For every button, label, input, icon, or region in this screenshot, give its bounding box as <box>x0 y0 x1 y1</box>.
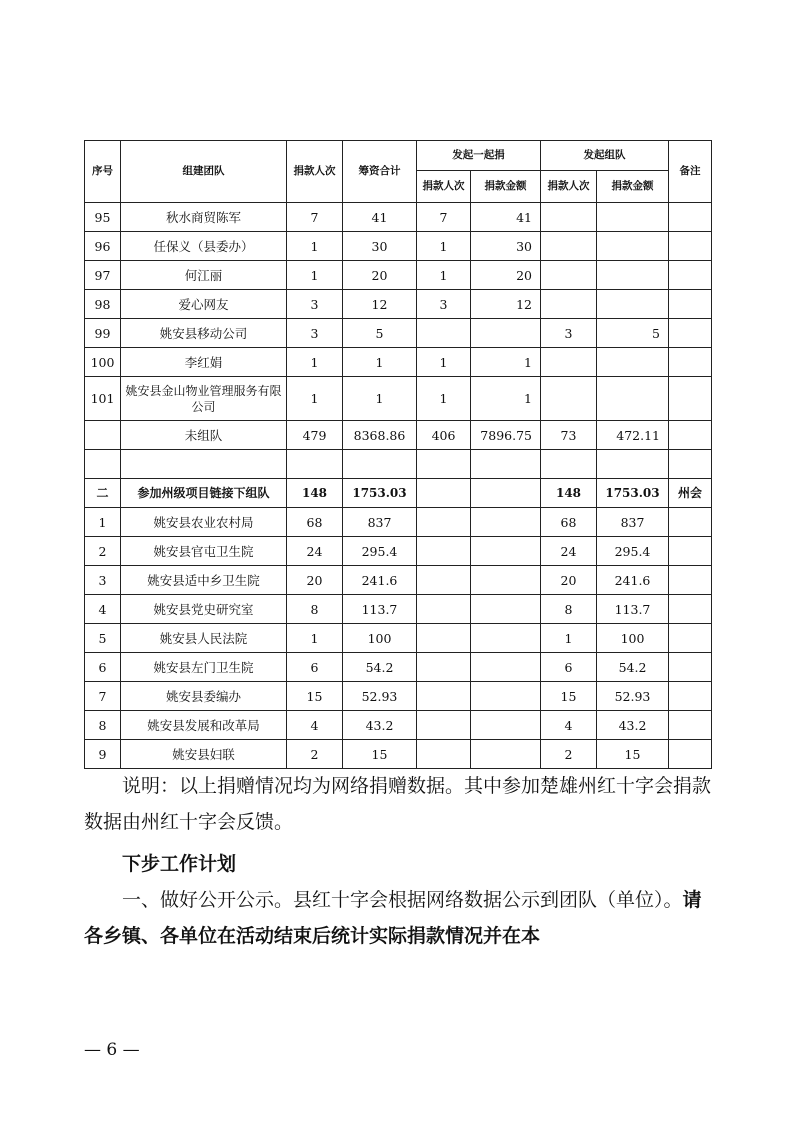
cell-donors: 20 <box>287 566 343 595</box>
table-row <box>85 479 712 508</box>
cell-note <box>669 595 712 624</box>
cell-joint-amount <box>471 319 541 348</box>
cell-note <box>669 682 712 711</box>
cell-note <box>669 319 712 348</box>
cell-team-amount <box>597 232 669 261</box>
cell-total: 20 <box>343 261 417 290</box>
cell-total: 113.7 <box>343 595 417 624</box>
cell-team-amount: 52.93 <box>597 682 669 711</box>
cell-total: 1 <box>343 348 417 377</box>
plan-paragraph <box>84 882 711 954</box>
cell-seq: 97 <box>85 261 121 290</box>
cell-team: 姚安县官屯卫生院 <box>121 537 287 566</box>
cell-joint-donors: 3 <box>417 290 471 319</box>
header-joint-donors: 捐款人次 <box>417 171 471 203</box>
cell-team: 姚安县人民法院 <box>121 624 287 653</box>
cell-note <box>669 377 712 421</box>
cell-team: 参加州级项目链接下组队 <box>121 479 287 508</box>
cell-team-amount: 1753.03 <box>597 479 669 508</box>
cell-team <box>121 450 287 479</box>
cell-team-donors <box>541 261 597 290</box>
header-joint-amount: 捐款金额 <box>471 171 541 203</box>
header-total: 筹资合计 <box>343 141 417 203</box>
cell-note <box>669 624 712 653</box>
cell-team: 何江丽 <box>121 261 287 290</box>
cell-total: 1753.03 <box>343 479 417 508</box>
cell-team-amount <box>597 377 669 421</box>
cell-team-amount <box>597 290 669 319</box>
cell-joint-donors <box>417 566 471 595</box>
cell-joint-donors: 1 <box>417 232 471 261</box>
cell-team: 姚安县发展和改革局 <box>121 711 287 740</box>
cell-joint-donors: 7 <box>417 203 471 232</box>
table-row <box>85 232 712 261</box>
cell-team: 姚安县妇联 <box>121 740 287 769</box>
header-donors: 捐款人次 <box>287 141 343 203</box>
cell-team-donors <box>541 203 597 232</box>
cell-team-donors: 15 <box>541 682 597 711</box>
cell-joint-donors <box>417 740 471 769</box>
cell-seq: 4 <box>85 595 121 624</box>
cell-joint-donors <box>417 319 471 348</box>
cell-joint-donors <box>417 682 471 711</box>
table-row <box>85 740 712 769</box>
cell-joint-amount <box>471 479 541 508</box>
cell-team-donors <box>541 450 597 479</box>
table-row <box>85 711 712 740</box>
cell-team-amount: 54.2 <box>597 653 669 682</box>
cell-team-donors: 4 <box>541 711 597 740</box>
table-row <box>85 537 712 566</box>
cell-joint-amount <box>471 624 541 653</box>
cell-donors: 1 <box>287 377 343 421</box>
cell-note <box>669 740 712 769</box>
plan-text-regular: 一、做好公开公示。县红十字会根据网络数据公示到团队（单位）。 <box>122 889 683 911</box>
cell-joint-donors <box>417 653 471 682</box>
table-row <box>85 348 712 377</box>
cell-note <box>669 421 712 450</box>
cell-note: 州会 <box>669 479 712 508</box>
cell-donors: 7 <box>287 203 343 232</box>
cell-note <box>669 711 712 740</box>
cell-team: 姚安县委编办 <box>121 682 287 711</box>
cell-donors <box>287 450 343 479</box>
cell-joint-donors <box>417 508 471 537</box>
cell-donors: 4 <box>287 711 343 740</box>
table-row <box>85 203 712 232</box>
cell-team-donors: 73 <box>541 421 597 450</box>
header-team-donors: 捐款人次 <box>541 171 597 203</box>
cell-team-donors: 6 <box>541 653 597 682</box>
cell-joint-donors <box>417 450 471 479</box>
cell-team-amount <box>597 450 669 479</box>
cell-total <box>343 450 417 479</box>
cell-seq: 95 <box>85 203 121 232</box>
cell-total: 837 <box>343 508 417 537</box>
cell-total: 54.2 <box>343 653 417 682</box>
table-row <box>85 624 712 653</box>
table-row <box>85 421 712 450</box>
cell-seq: 100 <box>85 348 121 377</box>
cell-note <box>669 348 712 377</box>
cell-joint-donors: 1 <box>417 261 471 290</box>
cell-donors: 15 <box>287 682 343 711</box>
cell-team-donors: 68 <box>541 508 597 537</box>
header-seq: 序号 <box>85 141 121 203</box>
cell-note <box>669 566 712 595</box>
cell-donors: 1 <box>287 261 343 290</box>
cell-team-donors: 8 <box>541 595 597 624</box>
cell-joint-amount: 41 <box>471 203 541 232</box>
header-group-team: 发起组队 <box>541 141 669 171</box>
cell-total: 52.93 <box>343 682 417 711</box>
cell-note <box>669 508 712 537</box>
header-note: 备注 <box>669 141 712 203</box>
table-row <box>85 508 712 537</box>
cell-joint-amount <box>471 711 541 740</box>
cell-seq: 2 <box>85 537 121 566</box>
cell-donors: 1 <box>287 348 343 377</box>
cell-seq: 二 <box>85 479 121 508</box>
cell-team-amount: 5 <box>597 319 669 348</box>
cell-note <box>669 261 712 290</box>
cell-note <box>669 203 712 232</box>
plan-text-bold: 请各乡镇、各单位在活动结束后统计实际捐款情况并在本 <box>84 889 702 947</box>
cell-donors: 479 <box>287 421 343 450</box>
cell-total: 5 <box>343 319 417 348</box>
cell-joint-amount <box>471 450 541 479</box>
cell-team-donors: 3 <box>541 319 597 348</box>
cell-total: 1 <box>343 377 417 421</box>
cell-team: 秋水商贸陈军 <box>121 203 287 232</box>
cell-joint-amount: 12 <box>471 290 541 319</box>
cell-joint-amount <box>471 508 541 537</box>
table-row <box>85 290 712 319</box>
cell-team-amount: 472.11 <box>597 421 669 450</box>
cell-note <box>669 537 712 566</box>
cell-donors: 3 <box>287 290 343 319</box>
cell-team: 李红娟 <box>121 348 287 377</box>
cell-joint-donors <box>417 537 471 566</box>
cell-joint-amount <box>471 653 541 682</box>
cell-team-donors: 148 <box>541 479 597 508</box>
cell-donors: 24 <box>287 537 343 566</box>
cell-seq: 101 <box>85 377 121 421</box>
cell-note <box>669 450 712 479</box>
cell-joint-amount <box>471 537 541 566</box>
cell-joint-donors: 406 <box>417 421 471 450</box>
cell-team-amount: 15 <box>597 740 669 769</box>
page-number: — 6 — <box>84 1040 140 1060</box>
cell-team: 姚安县金山物业管理服务有限公司 <box>121 377 287 421</box>
cell-team-amount <box>597 348 669 377</box>
cell-team-amount: 837 <box>597 508 669 537</box>
cell-team-amount: 113.7 <box>597 595 669 624</box>
cell-note <box>669 290 712 319</box>
cell-joint-amount <box>471 566 541 595</box>
cell-team-donors: 1 <box>541 624 597 653</box>
cell-seq <box>85 450 121 479</box>
cell-donors: 68 <box>287 508 343 537</box>
cell-seq: 99 <box>85 319 121 348</box>
cell-team-donors <box>541 290 597 319</box>
cell-joint-amount: 7896.75 <box>471 421 541 450</box>
cell-donors: 1 <box>287 624 343 653</box>
cell-total: 8368.86 <box>343 421 417 450</box>
cell-joint-donors <box>417 624 471 653</box>
cell-team-donors: 2 <box>541 740 597 769</box>
cell-seq: 6 <box>85 653 121 682</box>
cell-team-amount: 100 <box>597 624 669 653</box>
cell-seq: 98 <box>85 290 121 319</box>
cell-seq: 3 <box>85 566 121 595</box>
cell-joint-amount: 1 <box>471 348 541 377</box>
cell-seq: 96 <box>85 232 121 261</box>
cell-total: 295.4 <box>343 537 417 566</box>
cell-joint-amount <box>471 740 541 769</box>
cell-team-donors: 20 <box>541 566 597 595</box>
cell-joint-amount: 20 <box>471 261 541 290</box>
cell-total: 15 <box>343 740 417 769</box>
cell-joint-amount: 30 <box>471 232 541 261</box>
cell-seq <box>85 421 121 450</box>
cell-joint-donors <box>417 711 471 740</box>
cell-team-amount <box>597 203 669 232</box>
cell-donors: 8 <box>287 595 343 624</box>
table-row <box>85 595 712 624</box>
cell-joint-amount <box>471 595 541 624</box>
note-paragraph: 说明：以上捐赠情况均为网络捐赠数据。其中参加楚雄州红十字会捐款数据由州红十字会反馈。 <box>84 775 712 833</box>
cell-joint-donors: 1 <box>417 377 471 421</box>
cell-team: 爱心网友 <box>121 290 287 319</box>
cell-total: 241.6 <box>343 566 417 595</box>
section-heading: 下步工作计划 <box>122 853 237 875</box>
cell-total: 43.2 <box>343 711 417 740</box>
cell-seq: 1 <box>85 508 121 537</box>
cell-team-donors <box>541 232 597 261</box>
cell-donors: 148 <box>287 479 343 508</box>
cell-total: 12 <box>343 290 417 319</box>
table-row <box>85 653 712 682</box>
cell-team-amount: 43.2 <box>597 711 669 740</box>
cell-joint-donors: 1 <box>417 348 471 377</box>
cell-team-donors: 24 <box>541 537 597 566</box>
table-row <box>85 682 712 711</box>
cell-team: 姚安县适中乡卫生院 <box>121 566 287 595</box>
cell-team: 任保义（县委办） <box>121 232 287 261</box>
cell-team-amount: 241.6 <box>597 566 669 595</box>
cell-seq: 5 <box>85 624 121 653</box>
cell-joint-donors <box>417 595 471 624</box>
table-row <box>85 450 712 479</box>
donation-table <box>84 140 712 769</box>
header-team: 组建团队 <box>121 141 287 203</box>
cell-donors: 3 <box>287 319 343 348</box>
cell-donors: 2 <box>287 740 343 769</box>
cell-note <box>669 653 712 682</box>
cell-total: 30 <box>343 232 417 261</box>
cell-seq: 9 <box>85 740 121 769</box>
header-group-joint: 发起一起捐 <box>417 141 541 171</box>
table-body <box>85 203 712 769</box>
cell-team: 姚安县农业农村局 <box>121 508 287 537</box>
cell-joint-amount: 1 <box>471 377 541 421</box>
table-row <box>85 261 712 290</box>
header-team-amount: 捐款金额 <box>597 171 669 203</box>
cell-team: 姚安县党史研究室 <box>121 595 287 624</box>
table-row <box>85 319 712 348</box>
cell-team-amount <box>597 261 669 290</box>
cell-total: 41 <box>343 203 417 232</box>
table-row <box>85 377 712 421</box>
cell-donors: 1 <box>287 232 343 261</box>
table-row <box>85 566 712 595</box>
cell-total: 100 <box>343 624 417 653</box>
cell-team-donors <box>541 377 597 421</box>
cell-joint-amount <box>471 682 541 711</box>
cell-team: 姚安县移动公司 <box>121 319 287 348</box>
cell-team: 姚安县左门卫生院 <box>121 653 287 682</box>
cell-donors: 6 <box>287 653 343 682</box>
cell-team-donors <box>541 348 597 377</box>
cell-note <box>669 232 712 261</box>
cell-team-amount: 295.4 <box>597 537 669 566</box>
cell-team: 未组队 <box>121 421 287 450</box>
cell-seq: 8 <box>85 711 121 740</box>
cell-seq: 7 <box>85 682 121 711</box>
cell-joint-donors <box>417 479 471 508</box>
